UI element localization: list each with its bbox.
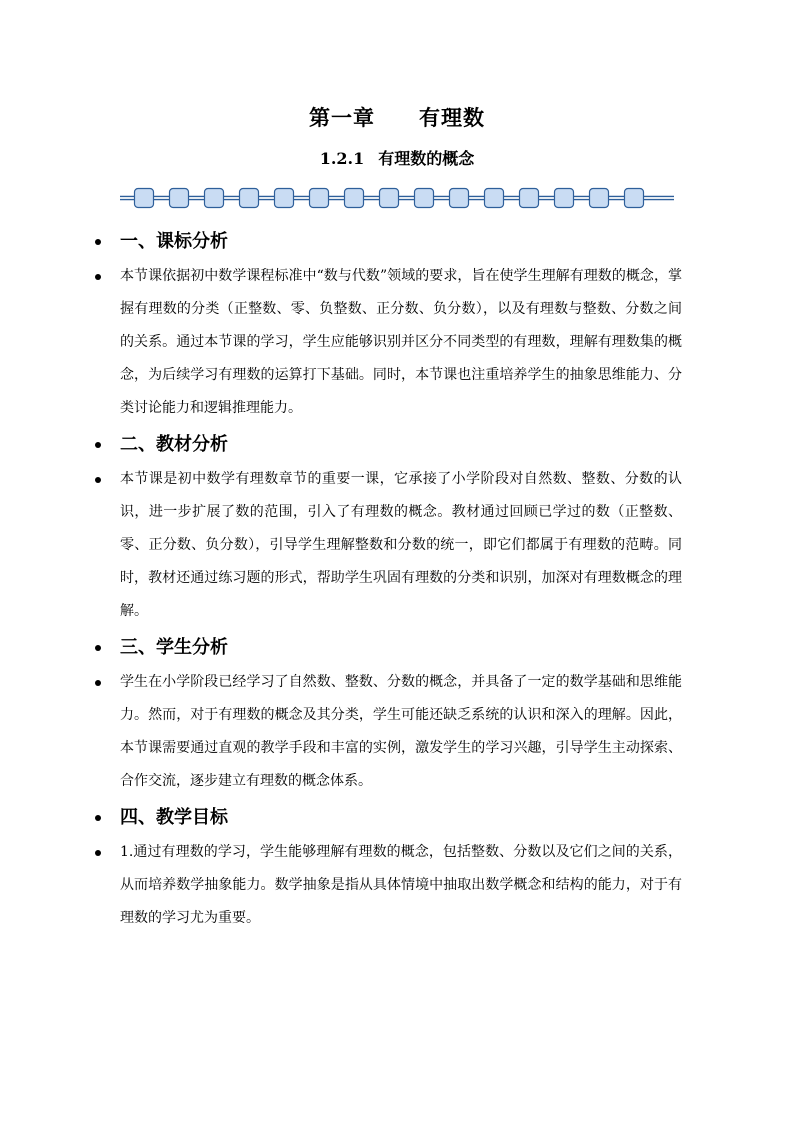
- section-name: 有理数的概念: [378, 149, 475, 168]
- section-heading-3: [92, 630, 682, 666]
- bullet-icon: [95, 815, 101, 821]
- heading-text: 三、学生分析: [120, 637, 228, 658]
- bullet-icon: [95, 680, 101, 686]
- divider-bead: [590, 189, 609, 208]
- heading-text: 二、教材分析: [120, 434, 228, 455]
- chapter-name: 有理数: [419, 105, 485, 130]
- divider-bead: [625, 189, 644, 208]
- chapter-title: [0, 102, 794, 132]
- divider-bead: [170, 189, 189, 208]
- section-paragraph-2: [92, 463, 682, 628]
- divider-bead: [485, 189, 504, 208]
- divider-bead: [380, 189, 399, 208]
- paragraph-text: 学生在小学阶段已经学习了自然数、整数、分数的概念，并具备了一定的数学基础和思维能力。然而，对于有理数的概念及其分类，学生可能还缺乏系统的认识和深入的理解。因此，本节课需要通过直观的教学手段和丰富的实例，激发学生的学习兴趣，引导学生主动探索、合作交流，逐步建立有理数的概念体系。: [120, 674, 682, 789]
- section-heading-2: [92, 427, 682, 463]
- bullet-icon: [95, 850, 101, 856]
- chapter-label: 第一章: [309, 105, 375, 130]
- section-paragraph-4: [92, 836, 682, 935]
- divider-bead: [275, 189, 294, 208]
- paragraph-text: 本节课依据初中数学课程标准中“数与代数”领域的要求，旨在使学生理解有理数的概念，掌握有理数的分类（正整数、零、负整数、正分数、负分数），以及有理数与整数、分数之间的关系。通过本节课的学习，学生应能够识别并区分不同类型的有理数，理解有理数集的概念，为后续学习有理数的运算打下基础。同时，本节课也注重培养学生的抽象思维能力、分类讨论能力和逻辑推理能力。: [120, 268, 682, 416]
- bullet-icon: [95, 442, 101, 448]
- divider-bead: [415, 189, 434, 208]
- divider-bead: [240, 189, 259, 208]
- divider-bead: [555, 189, 574, 208]
- section-heading-4: [92, 800, 682, 836]
- heading-text: 一、课标分析: [120, 231, 228, 252]
- bullet-icon: [95, 239, 101, 245]
- divider-bead: [310, 189, 329, 208]
- divider-bead: [345, 189, 364, 208]
- section-title: [0, 146, 794, 169]
- paragraph-text: 1.通过有理数的学习，学生能够理解有理数的概念，包括整数、分数以及它们之间的关系，从而培养数学抽象能力。数学抽象是指从具体情境中抽取出数学概念和结构的能力，对于有理数的学习尤为重要。: [120, 844, 682, 926]
- document-body: [92, 224, 682, 937]
- section-heading-1: [92, 224, 682, 260]
- bead-divider: [120, 187, 674, 209]
- divider-bead: [520, 189, 539, 208]
- section-paragraph-3: [92, 666, 682, 798]
- heading-text: 四、教学目标: [120, 807, 228, 828]
- divider-bead: [205, 189, 224, 208]
- section-number: 1.2.1: [319, 149, 365, 168]
- bullet-icon: [95, 477, 101, 483]
- divider-bead: [135, 189, 154, 208]
- divider-bead: [450, 189, 469, 208]
- bullet-icon: [95, 274, 101, 280]
- paragraph-text: 本节课是初中数学有理数章节的重要一课，它承接了小学阶段对自然数、整数、分数的认识，进一步扩展了数的范围，引入了有理数的概念。教材通过回顾已学过的数（正整数、零、正分数、负分数），引导学生理解整数和分数的统一，即它们都属于有理数的范畴。同时，教材还通过练习题的形式，帮助学生巩固有理数的分类和识别，加深对有理数概念的理解。: [120, 471, 682, 619]
- bullet-icon: [95, 645, 101, 651]
- section-paragraph-1: [92, 260, 682, 425]
